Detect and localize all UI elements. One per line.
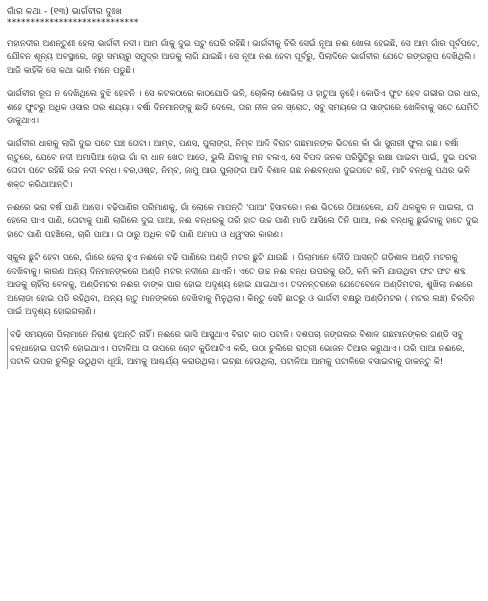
paragraph-1: ମହାନଦୀର ଅଣନ୍ତୁଣୀ ହେଲା ଭାର୍ଗବୀ ନଦୀ। ଆମ ଗାଁକୁ ଦୁଇ ପଟୁ ଘେରି ରହିଛି। ଭାର୍ଗବୀକୁ ଚିରି ସେଇଁ ନୂଆ ନଈ ଖୋଳା ହେଇଛି, ସେ ଆମ ଗାଁର ପୂର୍ବପଟେ, ଯୌବନ ଶୂନ୍ୟ ଅବସ୍ଥାରେ, ଜରୁ ସମୟରୁ ସମୁଦ୍ର ଆଡକୁ ଲାଗି ଯାଇଛି। ସେ ନୂଆ ନଈ ହେବା ପୂର୍ବରୁ, ପିଲାଦିନେ ଭାର୍ଗବୀର ଯେତେ ରଙ୍ଗରୂପ ଦେଖିଥିଲି। ଆଜି କାହିଁକି ସେ କଥା ଭାରି ମନେ ପଡୁଛି। bbox=[7, 38, 480, 75]
title-divider: **************************** bbox=[7, 18, 139, 28]
paragraph-4: ନଈରେ ଭରା ବର୍ଷ ପାଣି ଆସେ। ବଢିପାଣିର ପରିମାଣକୁ, ଗାଁ ଲୋକେ ମାପନ୍ତି 'ପାଆ' ହିସାବରେ। ନଈ ଭିତରେ ଠିଆହେଲେ, ଯଦି ଥଳକୁଳ ନ ପାଇଲା, ତା ହେଲେ ପାଏ ପାଣି, ତୋଟାକୁ ପାଣି ଲାଗିଲେ ଦୁଇ ପାଆ, ନଈ ବନ୍ଧରକୁ ତାରି ହାତ ଉଚ୍ଚ ପାଣି ମାଡି ଆସିଲେ ତିନି ପାଆ, ନଈ ବନ୍ଧକୁ ଛୁଇଁବାକୁ ହାତେ ଦୁଇ ହାତେ ପାଣି ପହଞ୍ଚିଲେ, ଚାରି ପାଆ। ତା ଠାରୁ ଅଧିକ ବଢି ପାଣି ଅମାପ ଓ ଧ୍ୱଂସର କାରଣ। bbox=[7, 202, 479, 239]
paragraph-2: ଭାର୍ଗବୀର ରୂପ ନ ଦେଖିଥିଲେ ବୁଝି ହେବନି । ସେ କଟକଠାରେ କାଠଯୋଡି ଭଳି, ଚୋକିଲା ଶୋଭିଲା ଓ ହାତୁଆ ନୁହେଁ। କୋଡିଏ ଫୁଟ ହେବ ଗଭୀର ତାର ଧାର, ଶହେ ଫୁଟରୁ ଅଧିକ ଓସାର ତାର ଶଯ୍ୟା। ବର୍ଷା ଦିନମାନଙ୍କୁ ଛାଡି ଦେଲେ, ତାର ନୀଳ ଜଳ ସ୍ରୋତ, ସବୁ ସମୟରେ ତା ସାଙ୍ଗରେ ଖେଳିବାକୁ ସତେ ଯେମିତି ଡାକୁଥାଏ। bbox=[7, 88, 480, 126]
paragraph-5: ସ୍କୁଲ ଛୁଟି ହେବା ପରେ, ଗାଁରେ ହେଲା ହୁଏ ନଈରେ ବଢି ପାଣିରେ ଅଣ୍ଡି ମଟର ଛୁଟି ଯାଉଛି । ପିଲାମାନେ ଦୌଡି ଆସନ୍ତି ଗଡିଶାଳ ଅଣ୍ଡି ମଟରକୁ ଦେଖିବାକୁ। କାରଣ ଅନ୍ୟ ଦିନମାନଙ୍କରେ ଅଣ୍ଡି ମଟର ନଦୀରେ ଯାଏନି। ଏତେ ଉଚ୍ଚ ନଈ ବନ୍ଧ ଉପରକୁ ଉଠି, କମି କମି ଯାଉଥିବା ଫଟ ଫଟ ଶବ୍ଦ ଆଡକୁ ଚାହିଁଲା ବେଳକୁ, ଅଣ୍ଡିମଟର ନଈର ବାଙ୍କ ପାର ହୋଇ ଅଦୃଶ୍ୟ ହୋଇ ଯାଇଥାଏ। ତଦନନ୍ତରରେ ଯେତେବେଳେ ଅଣ୍ଡିମଟର, ଶୁଖିଲା ନଈରେ ଅଲୋଡା ହୋଇ ପଡି ରହିଥିବା, ଅନ୍ୟ ଋତୁ ମାନଙ୍କରେ ଦେଖିବାକୁ ମିଳୁଥିଲା। କିନ୍ତୁ ସେହି ଛାତରୁ ଓ ଭାର୍ଗବୀ ବକ୍ଷରୁ ଅଣ୍ଡିମଟର ( ମଟର ଲଞ୍ଚ) ଚିରଦିନ ପାଇଁ ଅଦୃଶ୍ୟ ହୋଇଗଲାଣି। bbox=[7, 252, 475, 316]
post-title: ଗାଁର କଥା - (୧୩) ଭାର୍ଗବୀର ଦୁଃଖ bbox=[7, 7, 122, 17]
paragraph-6: ବଢି ସମୟରେ ପିଲାମାନେ ନିରାଶ ହୁଅନ୍ତି ନାହିଁ। ନଈରେ ଭାସି ଆସୁଥାଏ ବିରାଟ କାଠ ପଟାଳି। ଦଶପଚା ଜଙ୍ଗଲର ବିଶାଳ ଗଛମାନଙ୍କର ଗଣ୍ଡି ସବୁ ବନ୍ଧାହୋଇ ପଟାଳି ହୋଇଥାଏ। ପଟାଳିଆ ତା ଉପରେ ଚୋଟ କୁଡିଆଟିଏ କରି, ଉଠା ଚୁଲିରେ ରାତ୍ରୀ ଭୋଜନ ତିଆର କରୁଥାଏ। ତାରି ପାଆ ନଈରେ, ପଟାଳି ଉପର ଚୁଲିରୁ ଉଠୁଥିବା ଧୂଆଁ, ଆମକୁ ଆଶ୍ଚର୍ଯ୍ୟ କରାଉଥିଲା। ଇଚ୍ଛା ହେଉଥିଲା, ପଟାଳିଆ ଆମକୁ ପଟାଳିରେ ବସାଇବାକୁ ଡାକନ୍ତୁ କି! bbox=[7, 328, 481, 368]
paragraph-3: ଭାର୍ଗବୀର ଧାରକୁ ଲାଗି ଦୁଇ ପଟେ ଘଞ୍ଚ ତୋଟା। ଆମ୍ବ, ପଣସ, ପୁଲାଙ୍ଗ, ନିମ୍ବ ଆଦି ବିରାଟ ଗଛମାନଙ୍କ ଭିତରେ କାଁ ଭାଁ ସୁନାରୀ ଫୁଲ ଗଛ। ବର୍ଷା ଋତୁରେ, ଯେବେ ନଦୀ ଅମାପିଆ ହୋଇ ଗାଁ ବା ଧାନ ଖେତ ଆଡେ, ଭୁଲି ଯିବାକୁ ମନ ବଳାଏ, ସେ ବିପଦ ଜନକ ପରିସ୍ଥିତିରୁ ରକ୍ଷା ପାଇବା ପାଇଁ, ଦୁଇ ପଟର ତୋଟା ପଟେ ରହିଛି ଉଚ୍ଚ ନଦୀ ବନ୍ଧ। ବର,ଓଷ୍ଟ, ନିମ୍ବ, ଜାମୁ ଆଉ ପୁଲାଙ୍ଗ ଆଦି ବିଶାଳ ଗଛ ନଈବନ୍ଧର ଦୁଇପଟେ ରହି, ମାଟି ବନ୍ଧକୁ ପଥର ଭଳି ଶକ୍ତ କରିଥାଆନ୍ତି। bbox=[7, 138, 477, 189]
